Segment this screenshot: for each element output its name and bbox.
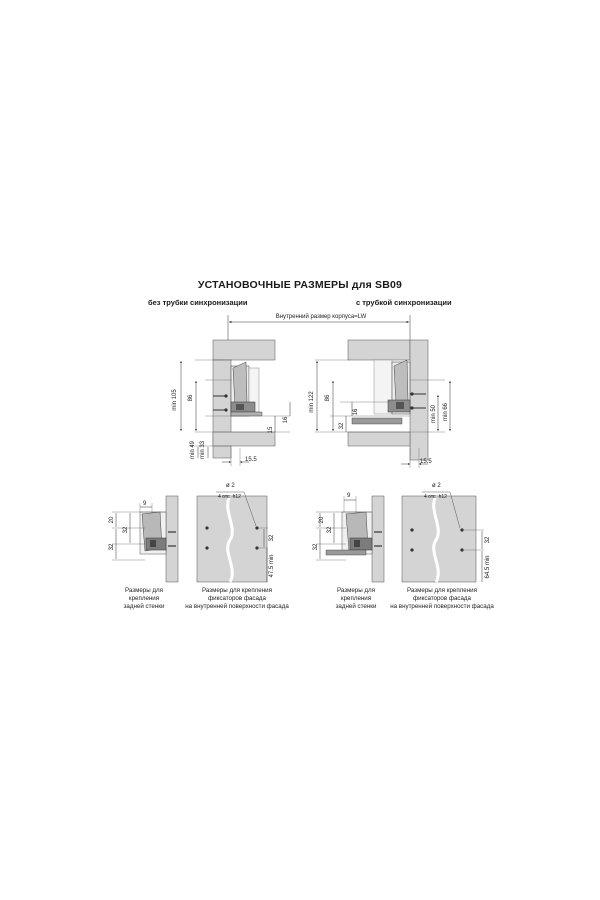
page-title: УСТАНОВОЧНЫЕ РАЗМЕРЫ для SB09: [197, 279, 403, 291]
caption-rear-left-3: задней стенки: [123, 603, 165, 610]
right-heading: с трубкой синхронизации: [356, 298, 452, 307]
front-detail-left: [197, 483, 275, 582]
dim-86: 86: [188, 394, 194, 402]
caption-front-left-2: фиксаторов фасада: [208, 595, 266, 602]
caption-rear-left-1: Размеры для: [124, 587, 164, 594]
caption-front-left-3: на внутренней поверхности фасада: [185, 603, 289, 610]
section-left: [172, 340, 290, 466]
rear-detail-right: [313, 493, 384, 582]
dim-32-right: 32: [339, 422, 345, 430]
rear-dim-9-left: 9: [143, 501, 147, 507]
caption-front-right-3: на внутренней поверхности фасада: [390, 603, 494, 610]
front-dim-min-left: 47.5 min: [269, 554, 275, 578]
dim-min122: min 122: [309, 391, 315, 413]
rear-dim-20-right: 20: [319, 516, 325, 524]
captions: [124, 587, 495, 610]
rear-dim-20-left: 20: [109, 516, 115, 524]
dim-min49: min 49: [190, 440, 196, 460]
dim-15-5-right: 15.5: [420, 459, 432, 465]
rear-dim-32a-left: 32: [123, 526, 129, 534]
dim-16-right: 16: [353, 408, 359, 416]
dim-min105: min 105: [172, 389, 178, 411]
caption-rear-left-2: крепления: [128, 595, 160, 602]
front-holes-note-left: 4 отв. h12: [218, 494, 241, 500]
front-dim-32-left: 32: [269, 534, 275, 542]
front-dim-min-right: 64.5 min: [485, 555, 491, 579]
rear-dim-32b-right: 32: [313, 543, 319, 551]
inner-size-dimension: [228, 311, 410, 340]
dim-86-right: 86: [325, 394, 331, 402]
caption-rear-right-1: Размеры для: [336, 587, 376, 594]
dim-16: 16: [283, 416, 289, 424]
dim-min66: min 66: [443, 402, 449, 422]
rear-dim-32b-left: 32: [109, 543, 115, 551]
caption-front-right-2: фиксаторов фасада: [413, 595, 471, 602]
left-heading: без трубки синхронизации: [148, 298, 248, 307]
front-dim-32-right: 32: [485, 536, 491, 544]
front-holes-note-right: 4 отв. h12: [424, 494, 447, 500]
dim-min50: min 50: [431, 404, 437, 424]
caption-front-left-1: Размеры для крепления: [202, 587, 272, 594]
caption-rear-right-2: крепления: [340, 595, 372, 602]
section-right: [309, 340, 450, 468]
inner-size-label: Внутренний размер корпуса=LW: [275, 314, 367, 320]
rear-dim-9-right: 9: [347, 493, 351, 499]
front-hole-right: ø 2: [432, 483, 441, 489]
dim-15-5: 15.5: [245, 457, 257, 463]
front-detail-right: [402, 483, 491, 582]
front-hole-left: ø 2: [226, 483, 235, 489]
dim-15: 15: [268, 426, 274, 434]
dim-min33: min 33: [200, 440, 206, 460]
caption-front-right-1: Размеры для крепления: [407, 587, 477, 594]
rear-dim-32a-right: 32: [327, 526, 333, 534]
caption-rear-right-3: задней стенки: [335, 603, 377, 610]
rear-detail-left: [109, 496, 178, 582]
